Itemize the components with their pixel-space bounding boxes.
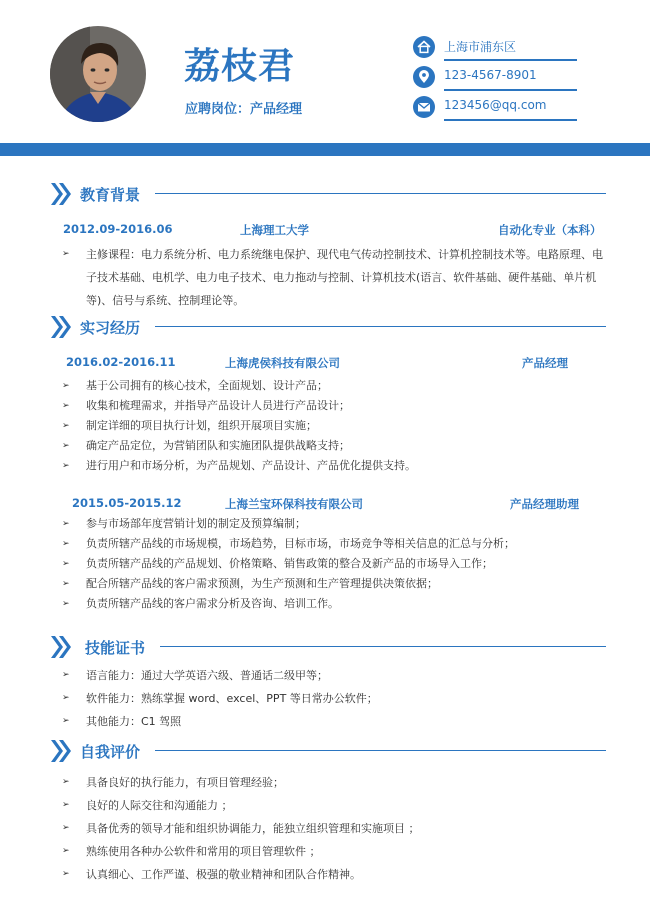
bullet-arrow-icon: ➢ [62,519,70,529]
candidate-name: 荔枝君 [184,46,296,87]
section-line [155,193,606,194]
bullet-arrow-icon: ➢ [62,381,70,391]
job-2-header [72,496,612,514]
job-1-company: 上海虎侯科技有限公司 [225,356,340,370]
section-title-self-eval: 自我评价 [80,743,141,761]
bullet-arrow-icon: ➢ [62,559,70,569]
list-item: ➢ 其他能力：C1 驾照 [62,710,378,733]
bullet-arrow-icon: ➢ [62,869,70,879]
job-1-date: 2016.02-2016.11 [66,355,176,369]
bullet-arrow-icon: ➢ [62,421,70,431]
job-1-header [66,355,606,373]
bullet-arrow-icon: ➢ [62,846,70,856]
section-internship-header [50,314,606,340]
address-text: 上海市浦东区 [444,40,517,54]
education-course-text: 主修课程：电力系统分析、电力系统继电保护、现代电气传动控制技术、计算机控制技术等。电路原理、电子技术基础、电机学、电力电子技术、电力拖动与控制、计算机技术(语言、软件基础、硬件基础、单片机等)、信号与系统、控制理论等。 [86,248,603,307]
section-title-education: 教育背景 [80,186,141,204]
list-item: ➢ 收集和梳理需求，并指导产品设计人员进行产品设计； [62,396,416,416]
bullet-arrow-icon: ➢ [62,441,70,451]
phone-underline [444,89,577,91]
self-eval-list [62,771,420,886]
bullet-arrow-icon: ➢ [62,670,70,680]
list-item: ➢ 语言能力：通过大学英语六级、普通话二级甲等； [62,664,378,687]
section-title-skills: 技能证书 [85,639,146,657]
double-chevron-icon [50,738,72,764]
bullet-arrow-icon: ➢ [62,249,70,259]
section-line [155,326,606,327]
list-item: ➢ 负责所辖产品线的产品规划、价格策略、销售政策的整合及新产品的市场导入工作； [62,554,515,574]
list-item: ➢ 负责所辖产品线的市场规模，市场趋势，目标市场，市场竞争等相关信息的汇总与分析； [62,534,515,554]
section-title-internship: 实习经历 [80,319,141,337]
section-education-header [50,181,606,207]
address-underline [444,59,577,61]
bullet-arrow-icon: ➢ [62,716,70,726]
list-item: ➢ 基于公司拥有的核心技术，全面规划、设计产品； [62,376,416,396]
bullet-arrow-icon: ➢ [62,800,70,810]
email-icon [413,96,435,118]
bullet-arrow-icon: ➢ [62,823,70,833]
list-item: ➢ 制定详细的项目执行计划，组织开展项目实施； [62,416,416,436]
list-item: ➢ 软件能力：熟练掌握 word、excel、PPT 等日常办公软件； [62,687,378,710]
contact-email [413,96,577,120]
bullet-arrow-icon: ➢ [62,777,70,787]
home-icon [413,36,435,58]
job-1-duties [62,376,416,476]
target-position-label: 应聘岗位： [185,102,251,117]
contact-phone [413,66,577,90]
bullet-arrow-icon: ➢ [62,539,70,549]
education-school: 上海理工大学 [240,223,309,237]
bullet-arrow-icon: ➢ [62,579,70,589]
list-item: ➢ 进行用户和市场分析，为产品规划、产品设计、产品优化提供支持。 [62,456,416,476]
list-item: ➢ 具备良好的执行能力，有项目管理经验； [62,771,420,794]
list-item: ➢ 配合所辖产品线的客户需求预测，为生产预测和生产管理提供决策依据； [62,574,515,594]
header-divider-bar [0,143,650,156]
job-2-company: 上海兰宝环保科技有限公司 [225,497,363,511]
education-date: 2012.09-2016.06 [63,222,173,236]
education-major: 自动化专业（本科） [498,223,602,237]
skills-list [62,664,378,733]
email-text[interactable]: 123456@qq.com [444,98,547,112]
list-item: ➢ 参与市场部年度营销计划的制定及预算编制； [62,514,515,534]
job-1-role: 产品经理 [522,356,568,370]
bullet-arrow-icon: ➢ [62,693,70,703]
double-chevron-icon [50,634,72,660]
email-underline [444,119,577,121]
list-item: ➢ 具备优秀的领导才能和组织协调能力，能独立组织管理和实施项目 ； [62,817,420,840]
list-item: ➢ 良好的人际交往和沟通能力 ； [62,794,420,817]
list-item: ➢ 认真细心、工作严谨、极强的敬业精神和团队合作精神。 [62,863,420,886]
double-chevron-icon [50,181,72,207]
education-course-item [62,243,610,312]
double-chevron-icon [50,314,72,340]
bullet-arrow-icon: ➢ [62,401,70,411]
target-position [185,98,302,117]
section-line [160,646,606,647]
bullet-arrow-icon: ➢ [62,599,70,609]
phone-text[interactable]: 123-4567-8901 [444,68,537,82]
target-position-value: 产品经理 [250,102,303,117]
profile-photo [50,26,146,122]
list-item: ➢ 确定产品定位，为营销团队和实施团队提供战略支持； [62,436,416,456]
contact-address [413,36,577,60]
section-skills-header [50,634,606,660]
location-pin-icon [413,66,435,88]
bullet-arrow-icon: ➢ [62,461,70,471]
job-2-role: 产品经理助理 [510,497,579,511]
job-2-date: 2015.05-2015.12 [72,496,182,510]
education-entry-header [63,222,603,240]
list-item: ➢ 熟练使用各种办公软件和常用的项目管理软件 ； [62,840,420,863]
section-self-eval-header [50,738,606,764]
job-2-duties [62,514,515,614]
list-item: ➢ 负责所辖产品线的客户需求分析及咨询、培训工作。 [62,594,515,614]
section-line [155,750,606,751]
